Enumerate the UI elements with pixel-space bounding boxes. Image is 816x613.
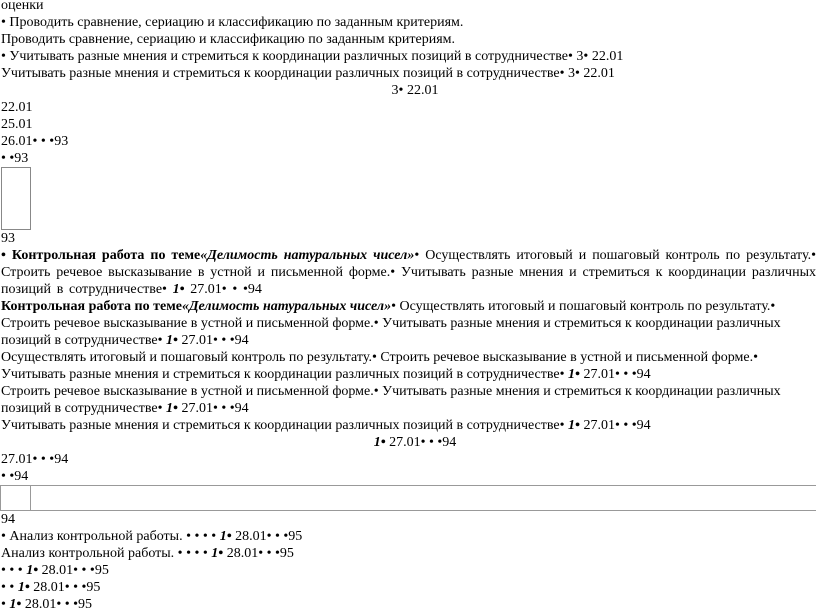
lesson-count: 1• <box>26 563 39 578</box>
date-and-number: 28.01• • •95 <box>33 580 101 595</box>
date-and-number: 27.01• • •94 <box>583 418 651 433</box>
centered-line: 3• 22.01 <box>391 83 439 98</box>
bullet-text: • • <box>1 580 15 595</box>
paragraph-bold-lead: Контрольная работа по теме <box>1 299 182 314</box>
analysis-line-4 <box>0 579 816 596</box>
paragraph-cooperation-5 <box>0 417 816 434</box>
date-and-number: 28.01• • •95 <box>226 546 294 561</box>
lesson-count: 1• <box>166 401 178 416</box>
centered-line <box>0 434 816 451</box>
date-and-number: 27.01• • •94 <box>181 401 249 416</box>
analysis-line-3 <box>0 562 816 579</box>
paragraph-control-work-1 <box>0 247 816 298</box>
text-line: 25.01 <box>1 117 33 132</box>
paragraph-topic-title: «Делимость натуральных чисел» <box>181 299 392 314</box>
text-line: 27.01• • •94 <box>1 452 69 467</box>
text-line: Проводить сравнение, сериацию и классификацию по заданным критериям. <box>1 32 455 47</box>
text-line: оценки <box>1 0 44 13</box>
paragraph-topic-title: «Делимость натуральных чисел» <box>200 248 415 263</box>
paragraph-text: Учитывать разные мнения и стремиться к координации различных позиций в сотрудничестве• <box>1 418 565 433</box>
analysis-line-5 <box>0 596 816 613</box>
lesson-count: 1• <box>17 580 30 595</box>
table-cell-separator <box>30 486 31 510</box>
table-row-border <box>0 485 816 511</box>
date-and-number: 27.01• • •94 <box>583 367 651 382</box>
date-and-number: 28.01• • •95 <box>24 597 93 612</box>
text-line: 26.01• • •93 <box>1 134 69 149</box>
lesson-count: 1• <box>166 333 178 348</box>
bullet-text: • • • <box>1 563 23 578</box>
date-and-number: 27.01• • •94 <box>190 282 262 297</box>
lesson-count: 1• <box>568 367 580 382</box>
paragraph-text: Осуществлять итоговый и пошаговый контроль по результату.• Строить речевое высказывание в устной и письменной форме.• Учитывать разные мнения и стремиться к координации различных позиций в сотрудничестве• <box>1 350 758 382</box>
paragraph-control-3 <box>0 349 816 383</box>
analysis-line-2 <box>0 545 816 562</box>
lesson-count: 1• <box>568 418 580 433</box>
paragraph-bold-lead: • Контрольная работа по теме <box>1 248 201 263</box>
text-line: 93 <box>1 231 15 246</box>
bullet-text: • <box>1 597 6 612</box>
lesson-count: 1• <box>373 435 386 450</box>
text-line: • •94 <box>1 469 29 484</box>
paragraph-text: Строить речевое высказывание в устной и письменной форме.• Учитывать разные мнения и стремиться к координации различных позиций в сотрудничестве• <box>1 384 781 416</box>
lesson-count: 1• <box>211 546 224 561</box>
lesson-count: 1• <box>9 597 22 612</box>
lesson-count: 1• <box>172 282 185 297</box>
text-line: Учитывать разные мнения и стремиться к координации различных позиций в сотрудничестве• 3• 22.01 <box>1 66 615 81</box>
text-line: 22.01 <box>1 100 33 115</box>
paragraph-text: Анализ контрольной работы. • • • • <box>1 546 208 561</box>
paragraph-control-work-2 <box>0 298 816 349</box>
date-and-number: 28.01• • •95 <box>235 529 303 544</box>
paragraph-text: • Анализ контрольной работы. • • • • <box>1 529 217 544</box>
date-and-number: 27.01• • •94 <box>181 333 249 348</box>
table-cell-edge <box>0 486 1 510</box>
text-line: • Учитывать разные мнения и стремиться к координации различных позиций в сотрудничестве• 3• 22.01 <box>1 49 624 64</box>
paragraph-text: • Осуществлять итоговый и пошаговый контроль по результату.• Строить речевое высказывание в устной и письменной форме.• Учитывать разные мнения и стремиться к координации различных позиций в сотрудничестве• <box>1 299 781 348</box>
date-and-number: 28.01• • •95 <box>41 563 109 578</box>
empty-table-cell <box>1 167 31 230</box>
text-line: 94 <box>1 512 15 527</box>
paragraph-text: • Осуществлять итоговый и пошаговый контроль по результату.• Строить речевое высказывание в устной и письменной форме.• Учитывать разные мнения и стремиться к координации различных позиций в сотрудничестве• <box>1 248 816 297</box>
text-line: • Проводить сравнение, сериацию и классификацию по заданным критериям. <box>1 15 464 30</box>
date-and-number: 27.01• • •94 <box>389 435 457 450</box>
paragraph-speech-4 <box>0 383 816 417</box>
text-line: • •93 <box>1 151 29 166</box>
lesson-count: 1• <box>219 529 232 544</box>
analysis-line-1 <box>0 528 816 545</box>
